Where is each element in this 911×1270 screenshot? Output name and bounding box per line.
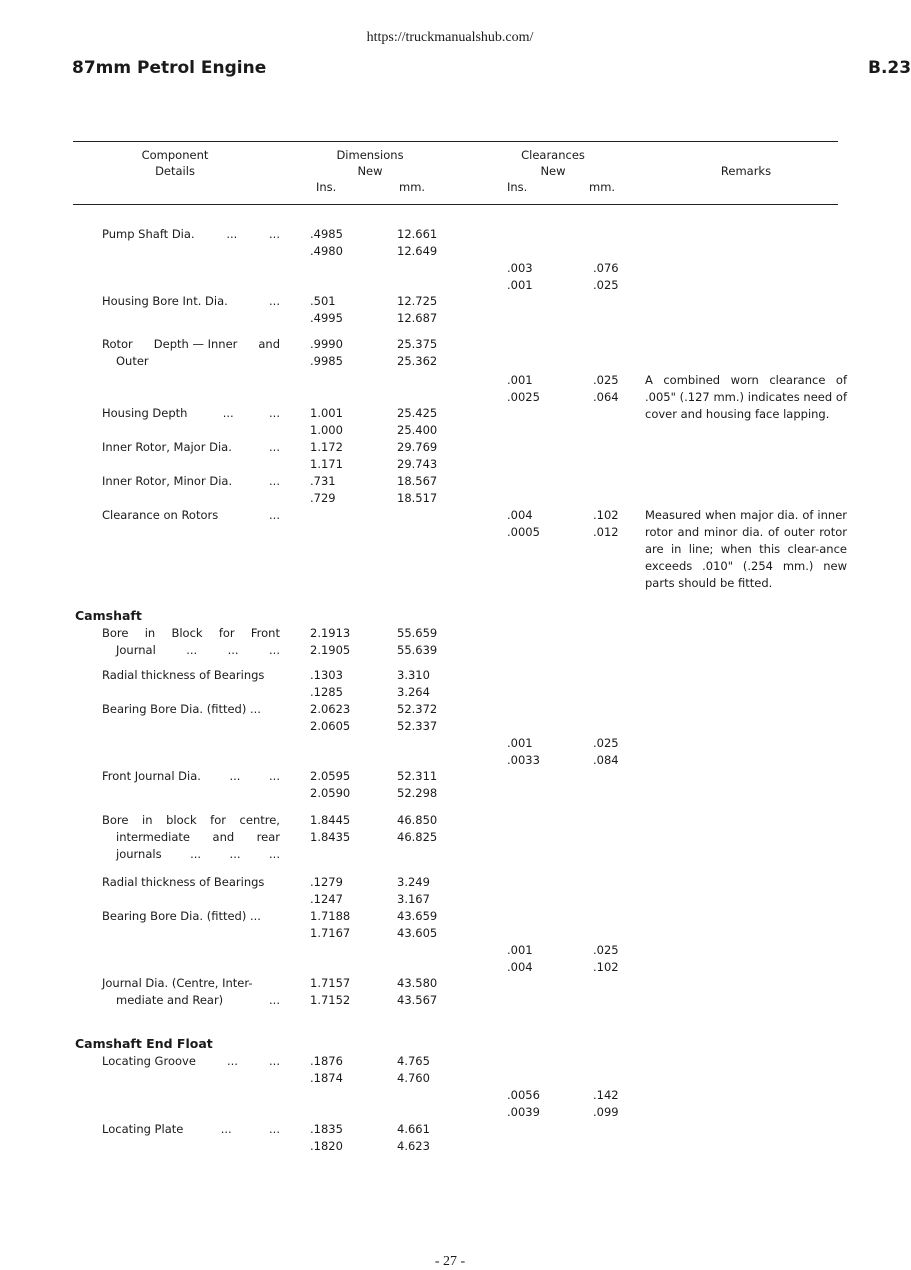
dimension-mm: 18.517 (397, 491, 438, 505)
component-line-word: ... (226, 227, 238, 241)
dimension-mm: 3.249 (397, 875, 430, 889)
component-line-word: ... (269, 474, 280, 488)
component-line-word: Rotor (102, 337, 133, 351)
component-line-word: Radial thickness of Bearings (102, 668, 265, 682)
component-line-word: block (166, 813, 197, 827)
dimension-mm: 52.298 (397, 786, 438, 800)
page-title: 87mm Petrol Engine (72, 58, 267, 78)
clearance-mm: .025 (593, 373, 619, 387)
dimension-mm: 25.362 (397, 354, 438, 368)
component-continuation-word: Journal (116, 643, 156, 657)
header-clearances-line2: New (540, 164, 566, 178)
clearance-mm: .012 (593, 525, 619, 539)
dimension-ins: 2.0623 (310, 702, 351, 716)
dimension-mm: 43.567 (397, 993, 438, 1007)
dimension-ins: 1.000 (310, 423, 343, 437)
clearance-mm: .076 (593, 261, 619, 275)
component-detail (102, 336, 280, 370)
component-line-word: Pump Shaft Dia. (102, 227, 195, 241)
dimension-ins: 1.8435 (310, 830, 351, 844)
component-continuation (102, 353, 280, 370)
component-line (102, 667, 280, 684)
component-detail (102, 226, 280, 243)
component-line (102, 812, 280, 829)
component-line (102, 701, 280, 718)
clearance-ins: .004 (507, 960, 533, 974)
component-detail (102, 812, 280, 863)
component-detail (102, 667, 280, 684)
component-continuation-word: rear (256, 830, 280, 844)
component-line-word: Block (171, 626, 203, 640)
clearance-mm: .102 (593, 508, 619, 522)
dimension-mm: 43.605 (397, 926, 438, 940)
dimension-mm: 52.311 (397, 769, 438, 783)
header-clearances-line1: Clearances (521, 148, 585, 162)
dimension-mm: 52.372 (397, 702, 438, 716)
clearance-mm: .025 (593, 943, 619, 957)
dimension-ins: .9985 (310, 354, 343, 368)
component-line-word: Locating Plate (102, 1122, 184, 1136)
component-detail (102, 507, 280, 524)
component-line-word: Housing Bore Int. Dia. (102, 294, 228, 308)
component-continuation-word: ... (269, 993, 280, 1007)
component-line (102, 1053, 280, 1070)
dimension-ins: .1285 (310, 685, 343, 699)
component-line (102, 507, 280, 524)
header-clr-mm: mm. (589, 180, 616, 194)
component-continuation-word: mediate and Rear) (116, 993, 224, 1007)
dimension-mm: 12.649 (397, 244, 438, 258)
clearance-ins: .001 (507, 736, 533, 750)
clearance-mm: .142 (593, 1088, 619, 1102)
clearance-ins: .001 (507, 943, 533, 957)
dimension-mm: 12.687 (397, 311, 438, 325)
component-continuation-word: ... (269, 643, 280, 657)
table-top-rule (73, 141, 838, 142)
clearance-mm: .102 (593, 960, 619, 974)
dimension-ins: .1876 (310, 1054, 343, 1068)
component-detail (102, 701, 280, 718)
component-line-word: ... (269, 769, 280, 783)
component-line-word: Bore (102, 626, 129, 640)
component-line-word: ... (226, 1054, 238, 1068)
dimension-ins: 1.7167 (310, 926, 351, 940)
component-line-word: Bearing Bore Dia. (fitted) ... (102, 909, 261, 923)
clearance-ins: .004 (507, 508, 533, 522)
dimension-ins: .1247 (310, 892, 343, 906)
component-line-word: ... (229, 769, 241, 783)
component-line-word: ... (269, 406, 280, 420)
component-line-word: ... (269, 227, 280, 241)
dimension-ins: 1.171 (310, 457, 343, 471)
component-continuation-word: intermediate (116, 830, 190, 844)
component-line (102, 473, 280, 490)
component-line-word: Bore (102, 813, 129, 827)
dimension-mm: 3.310 (397, 668, 430, 682)
header-dimensions-line2: New (357, 164, 383, 178)
dimension-ins: .4980 (310, 244, 343, 258)
header-dim-mm: mm. (399, 180, 426, 194)
clearance-mm: .064 (593, 390, 619, 404)
component-line (102, 1121, 280, 1138)
component-line (102, 908, 280, 925)
remark: Measured when major dia. of inner rotor and minor dia. of outer rotor are in line; when this clear-ance exceeds .010" (.254 mm.) new parts should be fitted. (645, 508, 847, 590)
component-continuation (102, 992, 280, 1009)
component-line-word: Inner Rotor, Minor Dia. (102, 474, 233, 488)
component-line-word: Front (250, 626, 280, 640)
dimension-mm: 55.639 (397, 643, 438, 657)
clearance-ins: .0025 (507, 390, 540, 404)
component-line-word: Front Journal Dia. (102, 769, 201, 783)
component-line-word: ... (269, 1122, 280, 1136)
component-line-word: in (142, 813, 153, 827)
component-continuation-word: ... (186, 643, 198, 657)
component-continuation-word: ... (227, 643, 239, 657)
component-continuation (102, 846, 280, 863)
dimension-mm: 4.765 (397, 1054, 430, 1068)
dimension-mm: 4.623 (397, 1139, 430, 1153)
component-line-word: ... (220, 1122, 232, 1136)
component-line-word: Housing Depth (102, 406, 188, 420)
header-dim-ins: Ins. (316, 180, 337, 194)
component-line (102, 336, 280, 353)
component-line-word: Journal Dia. (Centre, Inter- (102, 976, 253, 990)
dimension-ins: 1.172 (310, 440, 343, 454)
component-detail (102, 473, 280, 490)
dimension-mm: 12.725 (397, 294, 438, 308)
header-component (115, 147, 235, 179)
dimension-mm: 46.825 (397, 830, 438, 844)
component-line-word: ... (222, 406, 234, 420)
section-heading: Camshaft (75, 608, 142, 623)
source-url[interactable]: https://truckmanualshub.com/ (366, 30, 534, 45)
component-line (102, 625, 280, 642)
clearance-ins: .0005 (507, 525, 540, 539)
component-line-word: for (210, 813, 226, 827)
dimension-ins: .4995 (310, 311, 343, 325)
dimension-mm: 43.659 (397, 909, 438, 923)
dimension-mm: 52.337 (397, 719, 438, 733)
dimension-ins: .9990 (310, 337, 343, 351)
component-line (102, 226, 280, 243)
component-detail (102, 1121, 280, 1138)
dimension-ins: 2.1905 (310, 643, 351, 657)
component-line-word: in (144, 626, 156, 640)
dimension-mm: 29.769 (397, 440, 438, 454)
component-line-word: and (258, 337, 280, 351)
dimension-mm: 4.760 (397, 1071, 430, 1085)
component-continuation-word: Outer (116, 354, 149, 368)
clearance-ins: .0056 (507, 1088, 540, 1102)
component-line-word: Depth — Inner (153, 337, 238, 351)
component-detail (102, 293, 280, 310)
clearance-ins: .0039 (507, 1105, 540, 1119)
dimension-ins: .4985 (310, 227, 343, 241)
header-dimensions (310, 147, 430, 179)
component-line (102, 293, 280, 310)
clearance-ins: .001 (507, 278, 533, 292)
dimension-ins: .1303 (310, 668, 343, 682)
clearance-ins: .0033 (507, 753, 540, 767)
header-dimensions-line1: Dimensions (336, 148, 404, 162)
header-remarks: Remarks (720, 164, 772, 178)
component-continuation-word: ... (229, 847, 241, 861)
component-continuation-word: journals (116, 847, 162, 861)
dimension-ins: 1.7188 (310, 909, 351, 923)
component-line (102, 768, 280, 785)
component-line (102, 405, 280, 422)
component-line-word: Clearance on Rotors (102, 508, 219, 522)
dimension-mm: 18.567 (397, 474, 438, 488)
component-continuation-word: ... (269, 847, 280, 861)
component-detail (102, 439, 280, 456)
header-component-line2: Details (155, 164, 195, 178)
component-line-word: ... (269, 440, 280, 454)
dimension-mm: 25.375 (397, 337, 438, 351)
dimension-mm: 55.659 (397, 626, 438, 640)
component-continuation (102, 642, 280, 659)
remark: A combined worn clearance of .005" (.127 mm.) indicates need of cover and housing face lapping. (645, 373, 847, 421)
component-line-word: ... (269, 1054, 280, 1068)
dimension-ins: 2.0590 (310, 786, 351, 800)
dimension-mm: 12.661 (397, 227, 438, 241)
dimension-ins: 1.8445 (310, 813, 351, 827)
component-continuation-word: ... (190, 847, 202, 861)
dimension-mm: 4.661 (397, 1122, 430, 1136)
component-line-word: ... (269, 294, 280, 308)
header-clr-ins: Ins. (507, 180, 528, 194)
clearance-ins: .003 (507, 261, 533, 275)
dimension-mm: 29.743 (397, 457, 438, 471)
dimension-ins: 2.0595 (310, 769, 351, 783)
section-reference: B.23 (868, 58, 911, 78)
dimension-mm: 25.400 (397, 423, 438, 437)
component-continuation-word: and (212, 830, 235, 844)
clearance-mm: .099 (593, 1105, 619, 1119)
component-detail (102, 768, 280, 785)
header-component-line1: Component (141, 148, 209, 162)
dimension-ins: .1874 (310, 1071, 343, 1085)
dimension-ins: 1.001 (310, 406, 343, 420)
component-detail (102, 874, 280, 891)
component-detail (102, 625, 280, 659)
dimension-ins: 2.0605 (310, 719, 351, 733)
dimension-ins: 1.7157 (310, 976, 351, 990)
dimension-ins: 1.7152 (310, 993, 351, 1007)
component-detail (102, 405, 280, 422)
component-line-word: ... (269, 508, 280, 522)
clearance-mm: .084 (593, 753, 619, 767)
component-line-word: Radial thickness of Bearings (102, 875, 265, 889)
dimension-ins: 2.1913 (310, 626, 351, 640)
dimension-mm: 25.425 (397, 406, 438, 420)
dimension-ins: .1835 (310, 1122, 343, 1136)
dimension-mm: 3.264 (397, 685, 430, 699)
component-line-word: for (218, 626, 235, 640)
page-number: - 27 - (434, 1254, 466, 1269)
clearance-ins: .001 (507, 373, 533, 387)
dimension-ins: .1820 (310, 1139, 343, 1153)
component-detail (102, 908, 280, 925)
component-detail (102, 1053, 280, 1070)
clearance-mm: .025 (593, 736, 619, 750)
dimension-mm: 43.580 (397, 976, 438, 990)
clearance-mm: .025 (593, 278, 619, 292)
component-line-word: Locating Groove (102, 1054, 196, 1068)
dimension-ins: .1279 (310, 875, 343, 889)
dimension-ins: .729 (310, 491, 336, 505)
component-line (102, 874, 280, 891)
header-clearances (493, 147, 613, 179)
component-continuation (102, 829, 280, 846)
component-line (102, 975, 280, 992)
component-line-word: Inner Rotor, Major Dia. (102, 440, 232, 454)
component-line (102, 439, 280, 456)
component-line-word: centre, (239, 813, 280, 827)
component-line-word: Bearing Bore Dia. (fitted) ... (102, 702, 261, 716)
table-header-rule (73, 204, 838, 205)
dimension-mm: 3.167 (397, 892, 430, 906)
dimension-mm: 46.850 (397, 813, 438, 827)
dimension-ins: .501 (310, 294, 336, 308)
dimension-ins: .731 (310, 474, 336, 488)
component-detail (102, 975, 280, 1009)
section-heading: Camshaft End Float (75, 1036, 213, 1051)
